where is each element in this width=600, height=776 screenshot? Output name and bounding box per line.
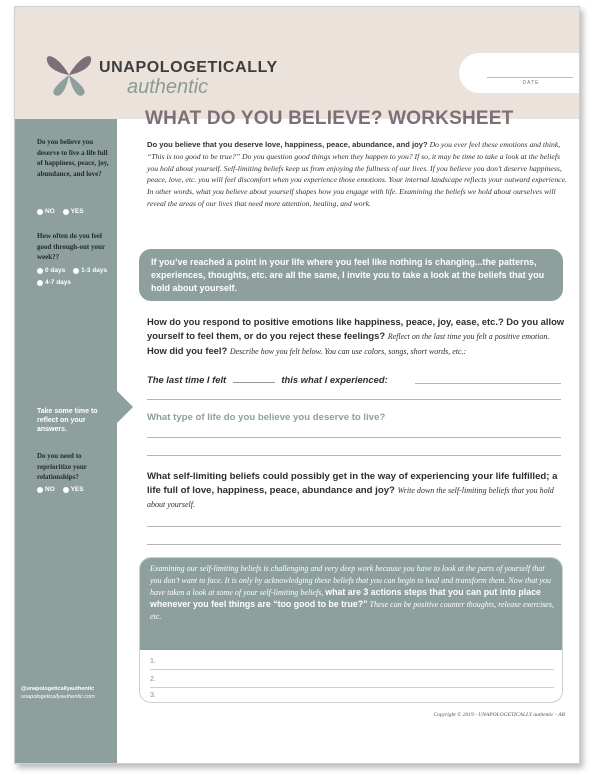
question-text: What self-limiting beliefs could possibly get in the way of experiencing your life fulfilled; a life full of love, happiness, peace, abundance and joy? <box>147 471 558 496</box>
intro-paragraph <box>147 139 571 210</box>
option-4-7-days[interactable]: 4-7 days <box>37 278 71 288</box>
option-0-days[interactable]: 0 days <box>37 266 65 276</box>
question-positive-emotions <box>147 315 567 359</box>
action-question: what are 3 actions steps that you can put into place whenever you feel things are “too good to be true?” <box>150 586 541 609</box>
question-limiting-beliefs <box>147 470 567 512</box>
sidebar-reflect-note: Take some time to reflect on your answers. <box>37 408 98 433</box>
option-no[interactable]: NO <box>37 207 55 217</box>
brand-name-line2: authentic <box>127 76 209 98</box>
answer-line[interactable] <box>147 526 561 527</box>
radio-icon <box>37 268 43 274</box>
action-steps-intro <box>140 558 563 650</box>
intro-body: Do you ever feel these emotions and think, “This is too good to be true?” Do you question good things when they happen to you? If so, it may be time to take a look at the beliefs you hold about yourself. Self-limiting beliefs keep us from enjoying the fullness of our lives. If you believe you don’t deserve happiness, peace, love, etc. you will feel discomfort when you experience those emotions. Your internal landscape reflects your outward experience. In other words, what you believe about yourself shapes how you engage with life. Examining the beliefs we hold about ourselves will reveal the areas of our lives that need more attention, healing, and work. <box>147 140 567 208</box>
question-instruction: Write down the self-limiting beliefs that you hold about yourself. <box>147 486 554 509</box>
intro-lead: Do you believe that you deserve love, happiness, peace, abundance, and joy? <box>147 140 428 149</box>
date-box <box>459 53 580 93</box>
sidebar-arrow <box>117 391 133 423</box>
radio-icon <box>63 487 69 493</box>
social-links <box>21 685 117 701</box>
sidebar-options-feel-good <box>37 266 117 290</box>
action-step-3[interactable]: 3. <box>150 692 156 699</box>
butterfly-logo-icon <box>41 47 97 103</box>
prompt-text: The last time I felt <box>147 374 227 385</box>
sidebar-question-relationships: Do you need to reprioritize your relationships? <box>37 452 87 481</box>
radio-icon <box>37 209 43 215</box>
question-instruction: Reflect on the last time you felt a positive emotion. <box>387 332 550 341</box>
sidebar-options-deserve <box>37 207 117 219</box>
question-text: How did you feel? <box>147 345 228 356</box>
date-field[interactable] <box>487 77 573 78</box>
option-1-3-days[interactable]: 1-3 days <box>73 266 107 276</box>
sidebar-question-feel-good: How often do you feel good through-out your week?? <box>37 232 105 261</box>
brand-name-line1: UNAPOLOGETICALLY <box>99 59 278 76</box>
question-instruction: Describe how you felt below. You can use colors, songs, short words, etc.: <box>229 347 467 356</box>
answer-line[interactable] <box>147 437 561 438</box>
question-deserved-life: What type of life do you believe you deserve to live? <box>147 412 386 423</box>
answer-line[interactable] <box>147 399 561 400</box>
option-yes[interactable]: YES <box>63 485 84 495</box>
sidebar-options-relationships <box>37 485 117 497</box>
question-text: How do you respond to positive emotions like happiness, peace, joy, ease, etc.? Do you allow yourself to feel them, or do you reject these feelings? <box>147 316 565 341</box>
emotion-blank-field[interactable] <box>233 375 275 383</box>
social-website[interactable]: unapologeticallyauthentic.com <box>21 694 95 700</box>
action-step-1[interactable]: 1. <box>150 654 554 670</box>
prompt-text: this what I experienced: <box>281 374 388 385</box>
answer-line[interactable] <box>415 383 561 384</box>
radio-icon <box>37 487 43 493</box>
action-hint: These can be positive counter thoughts, release exercises, etc. <box>150 599 554 621</box>
page-title: WHAT DO YOU BELIEVE? WORKSHEET <box>145 108 514 129</box>
answer-line[interactable] <box>147 455 561 456</box>
action-intro-text: Examining our self-limiting beliefs is challenging and very deep work because you have to look at the parts of yourself that you don’t want to face. It is only by acknowledging these beliefs that you can begin to heal and transform them. Now that you have taken a look at some of your self-limiting beliefs, <box>150 564 552 597</box>
option-yes[interactable]: YES <box>63 207 84 217</box>
action-step-2[interactable]: 2. <box>150 672 554 688</box>
callout-box: If you’ve reached a point in your life where you feel like nothing is changing...the patterns, experiences, thoughts, etc. are all the same, I invite you to take a look at the beliefs that you hold about yourself. <box>139 249 563 301</box>
option-no[interactable]: NO <box>37 485 55 495</box>
radio-icon <box>73 268 79 274</box>
sidebar-question-deserve: Do you believe you deserve to live a life full of happiness, peace, joy, abundance, and love? <box>37 138 109 178</box>
answer-line[interactable] <box>147 544 561 545</box>
radio-icon <box>37 280 43 286</box>
worksheet-page <box>14 6 580 764</box>
radio-icon <box>63 209 69 215</box>
social-handle[interactable]: @unapologeticallyauthentic <box>21 686 95 692</box>
date-label: DATE <box>522 80 540 86</box>
copyright-note: Copyright © 2019 - UNAPOLOGETICALLY authentic - AB <box>433 712 565 718</box>
action-steps-box <box>139 557 563 703</box>
